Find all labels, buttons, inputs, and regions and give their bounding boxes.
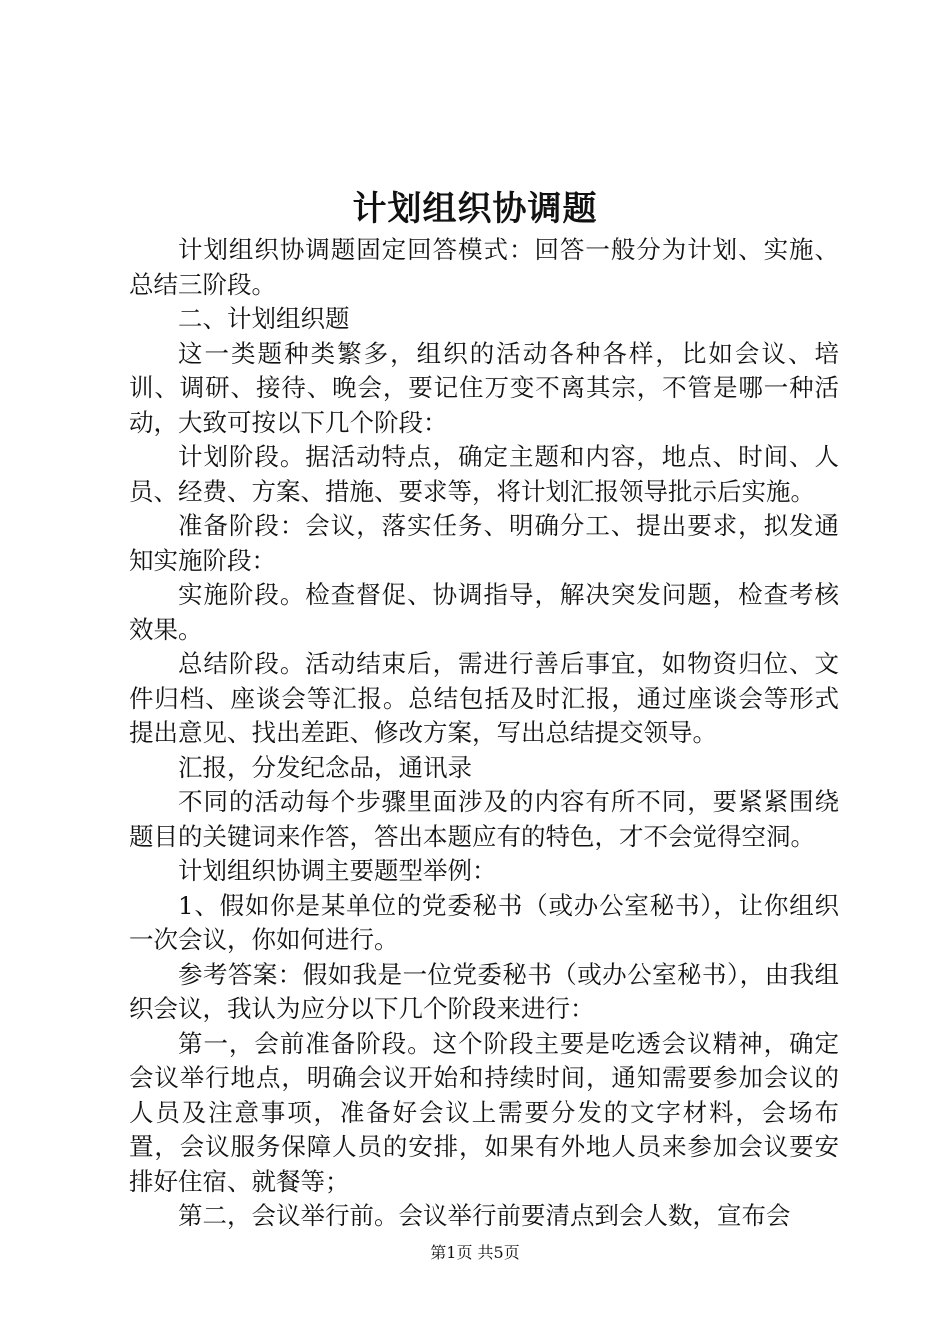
paragraph: 计划阶段。据活动特点，确定主题和内容，地点、时间、人员、经费、方案、措施、要求等，将计划汇报领导批示后实施。	[129, 442, 839, 506]
page-footer: 第1页 共5页	[430, 1243, 520, 1262]
paragraph: 总结阶段。活动结束后，需进行善后事宜，如物资归位、文件归档、座谈会等汇报。总结包括及时汇报，通过座谈会等形式提出意见、找出差距、修改方案，写出总结提交领导。	[129, 649, 839, 747]
paragraph: 1、假如你是某单位的党委秘书（或办公室秘书），让你组织一次会议，你如何进行。	[129, 890, 839, 954]
document-title: 计划组织协调题	[352, 189, 598, 229]
paragraph: 计划组织协调主要题型举例：	[178, 856, 497, 885]
paragraph: 不同的活动每个步骤里面涉及的内容有所不同，要紧紧围绕题目的关键词来作答，答出本题应有的特色，才不会觉得空洞。	[129, 787, 839, 851]
paragraph-intro: 计划组织协调题固定回答模式：回答一般分为计划、实施、总结三阶段。	[129, 235, 839, 299]
section-heading: 二、计划组织题	[178, 304, 350, 333]
paragraph: 汇报，分发纪念品，通讯录	[178, 752, 472, 782]
paragraph: 准备阶段：会议，落实任务、明确分工、提出要求，拟发通知实施阶段：	[129, 511, 839, 575]
paragraph: 这一类题种类繁多，组织的活动各种各样，比如会议、培训、调研、接待、晚会，要记住万变不离其宗，不管是哪一种活动，大致可按以下几个阶段：	[129, 338, 839, 437]
paragraph: 实施阶段。检查督促、协调指导，解决突发问题，检查考核效果。	[129, 580, 839, 644]
document-body	[129, 233, 839, 1234]
paragraph: 参考答案：假如我是一位党委秘书（或办公室秘书），由我组织会议，我认为应分以下几个阶段来进行：	[129, 959, 839, 1023]
paragraph: 第一，会前准备阶段。这个阶段主要是吃透会议精神，确定会议举行地点，明确会议开始和持续时间，通知需要参加会议的人员及注意事项，准备好会议上需要分发的文字材料，会场布置，会议服务保障人员的安排，如果有外地人员来参加会议要安排好住宿、就餐等；	[129, 1028, 839, 1196]
paragraph: 第二，会议举行前。会议举行前要清点到会人数，宣布会	[178, 1201, 791, 1230]
